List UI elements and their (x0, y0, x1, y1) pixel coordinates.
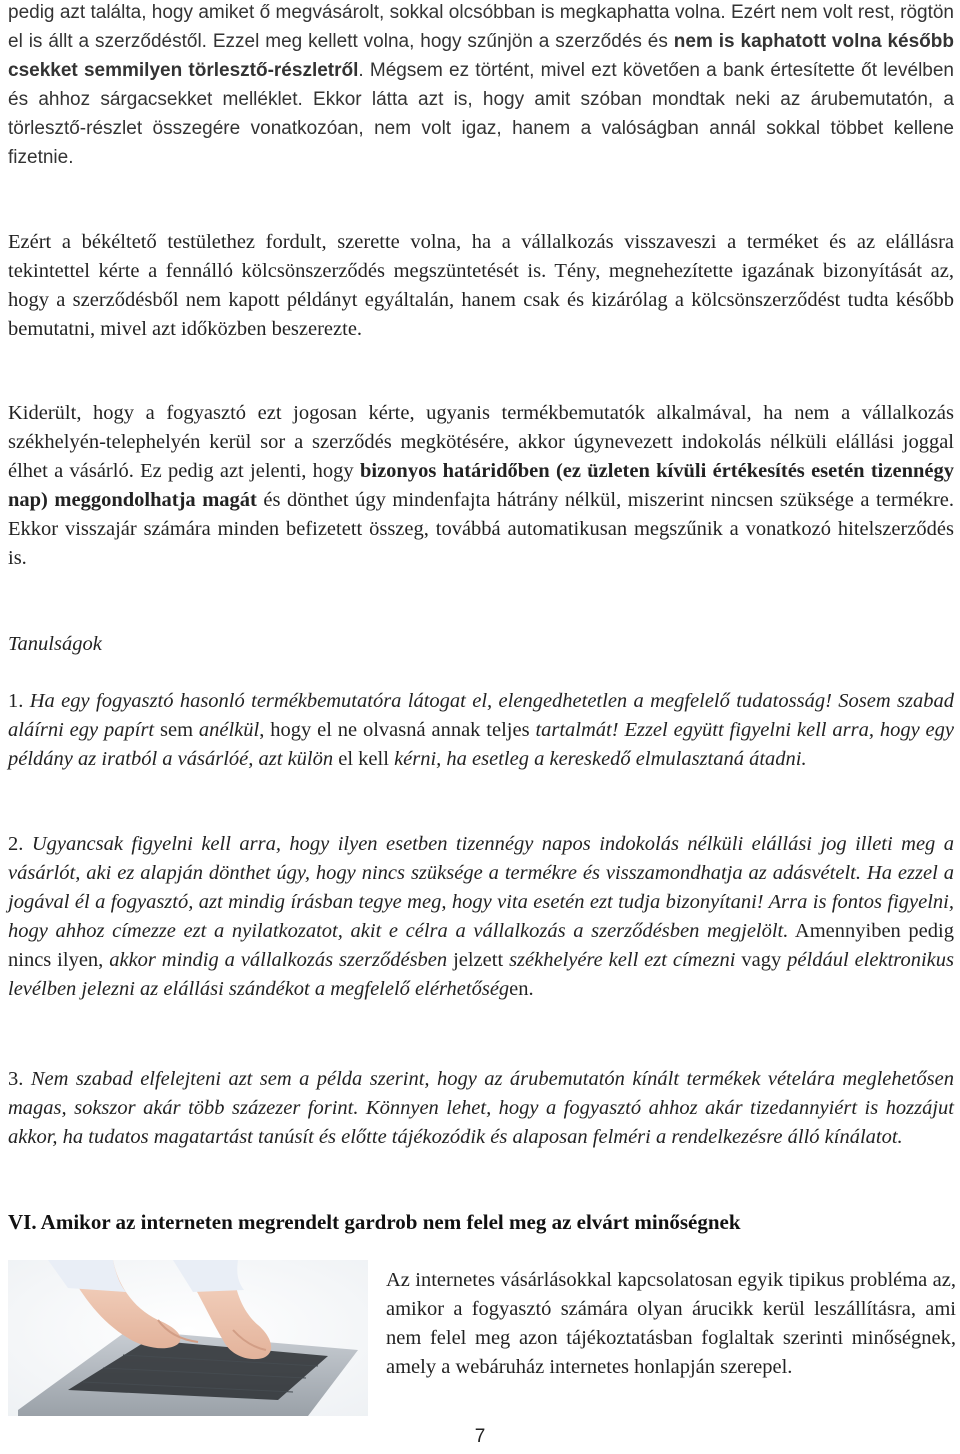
paragraph-1-bold: nem is kaphatott volna később csekket semmilyen törlesztő-részletről (8, 30, 954, 81)
lesson-1 (8, 687, 954, 774)
paragraph-1-part-c: . Mégsem ez történt, mivel ezt követően a bank értesítette őt levélben és ahhoz sárgacsekket melléklet. Ekkor látta azt is, hogy amit szóban mondtak neki az árubemutatón, a törlesztő-részlet összegére vonatkozóan, nem volt igaz, hanem a valóságban annál sokkal többet kellene fizetnie. (8, 59, 954, 168)
laptop-typing-illustration (8, 1260, 368, 1416)
lesson-3 (8, 1065, 954, 1152)
laptop-typing-photo (8, 1260, 368, 1416)
paragraph-3-bold: bizonyos határidőben (ez üzleten kívüli értékesítés esetén tizennégy nap) meggondolhatja magát (8, 459, 954, 511)
lesson-2-part-f: székhelyére kell ezt címezni (509, 948, 736, 971)
lesson-1-part-e: , hogy el ne olvasná annak teljes (259, 718, 536, 741)
lesson-2-part-e: jelzett (447, 948, 510, 971)
lesson-1-part-f: tartalmát! Ezzel együtt figyelni kell arra, hogy egy példány az iratból a vásárlóé, azt külön (8, 718, 954, 770)
page-number: 7 (474, 1426, 486, 1447)
paragraph-1 (8, 0, 954, 172)
paragraph-3-part-c: és dönthet úgy mindenfajta hátrány nélkül, miszerint nincsen szüksége a termékre. Ekkor visszajár számára minden befizetett összeg, továbbá automatikusan megszűnik a vonatkozó hitelszerződés is. (8, 488, 954, 569)
lesson-2-part-c: Amennyiben pedig nincs ilyen, (8, 919, 954, 971)
paragraph-3-part-a: Kiderült, hogy a fogyasztó ezt jogosan kérte, ugyanis termékbemutatók alkalmával, ha nem a vállalkozás székhelyén-telephelyén kerül sor a szerződés megkötésére, akkor úgynevezett indokolás nélküli elállási joggal élhet a vásárló. Ez pedig azt jelenti, hogy (8, 402, 954, 482)
paragraph-2-text: Ezért a békéltető testülethez fordult, szerette volna, ha a vállalkozás visszaveszi a terméket és az elállásra tekintettel kérte a fennálló kölcsönszerződés megszüntetését is. Tény, megnehezítette igazának bizonyítását az, hogy a szerződésből nem kapott példányt egyáltalán, hanem csak és kizárólag a kölcsönszerződést tudta később bemutatni, mivel azt időközben beszerezte. (8, 231, 954, 340)
lesson-1-part-h: kérni, ha esetleg a kereskedő elmulasztaná átadni. (394, 747, 807, 770)
paragraph-1-part-a: pedig azt találta, hogy amiket ő megvásárolt, sokkal olcsóbban is megkaphatta volna. Ezért nem volt rest, rögtön el is állt a szerződéstől. Ezzel meg kellett volna, hogy szűnjön a szerződés és (8, 2, 954, 52)
lessons-title: Tanulságok (8, 633, 102, 655)
lesson-1-part-b: Ha egy fogyasztó hasonló termékbemutatóra látogat el, elengedhetetlen a megfelelő tudatosság! Sosem szabad aláírni egy papírt (8, 690, 954, 741)
paragraph-2 (8, 228, 954, 344)
lesson-2-part-b: Ugyancsak figyelni kell arra, hogy ilyen esetben tizennégy napos indokolás nélküli elállási jog illeti meg a vásárlót, aki ez alapján dönthet úgy, hogy nincs szüksége a termékre és visszamondhatja az adásvételt. Ha ezzel a jogával él a fogyasztó, azt mindig írásban tegye meg, hogy vita esetén ezt tudja bizonyítani! Arra is fontos figyelni, hogy ahhoz címezze ezt a nyilatkozatot, akit e célra a vállalkozás a szerződésben megjelölt. (8, 833, 955, 942)
figure-row (8, 1254, 954, 1414)
lesson-3-text: Nem szabad elfelejteni azt sem a példa szerint, hogy az árubemutatón kínált termékek vételára meglehetősen magas, sokszor akár több százezer forint. Könnyen lehet, hogy a fogyasztó ahhoz akár tizedannyiért is hozzájut akkor, ha tudatos magatartást tanúsít és előtte tájékozódik és alaposan felméri a rendelkezésre álló kínálatot. (8, 1068, 955, 1148)
lesson-2-number: 2. (8, 833, 32, 855)
paragraph-3 (8, 399, 954, 572)
lesson-2-part-d: akkor mindig a vállalkozás szerződésben (109, 948, 448, 971)
lesson-1-part-g: el kell (333, 747, 395, 770)
lesson-2-part-i: en. (509, 977, 534, 1000)
lesson-2-part-g: vagy (735, 948, 788, 971)
figure-text: Az internetes vásárlásokkal kapcsolatosan egyik tipikus probléma az, amikor a fogyasztó számára olyan árucikk kerül leszállításra, ami nem felel meg azon tájékoztatásban foglaltak szerinti minőségnek, amely a webáruház internetes honlapján szerepel. (386, 1269, 956, 1378)
lesson-3-number: 3. (8, 1068, 31, 1090)
lesson-1-part-d: anélkül (198, 718, 260, 741)
section-heading: VI. Amikor az interneten megrendelt gardrob nem felel meg az elvárt minőségnek (8, 1210, 741, 1234)
lesson-1-part-c: sem (154, 718, 199, 741)
lesson-2-part-h: például elektronikus levélben jelezni az elállási szándékot a megfelelő elérhetőség (8, 948, 954, 1000)
lesson-2 (8, 830, 954, 1003)
lesson-1-number: 1. (8, 690, 30, 712)
